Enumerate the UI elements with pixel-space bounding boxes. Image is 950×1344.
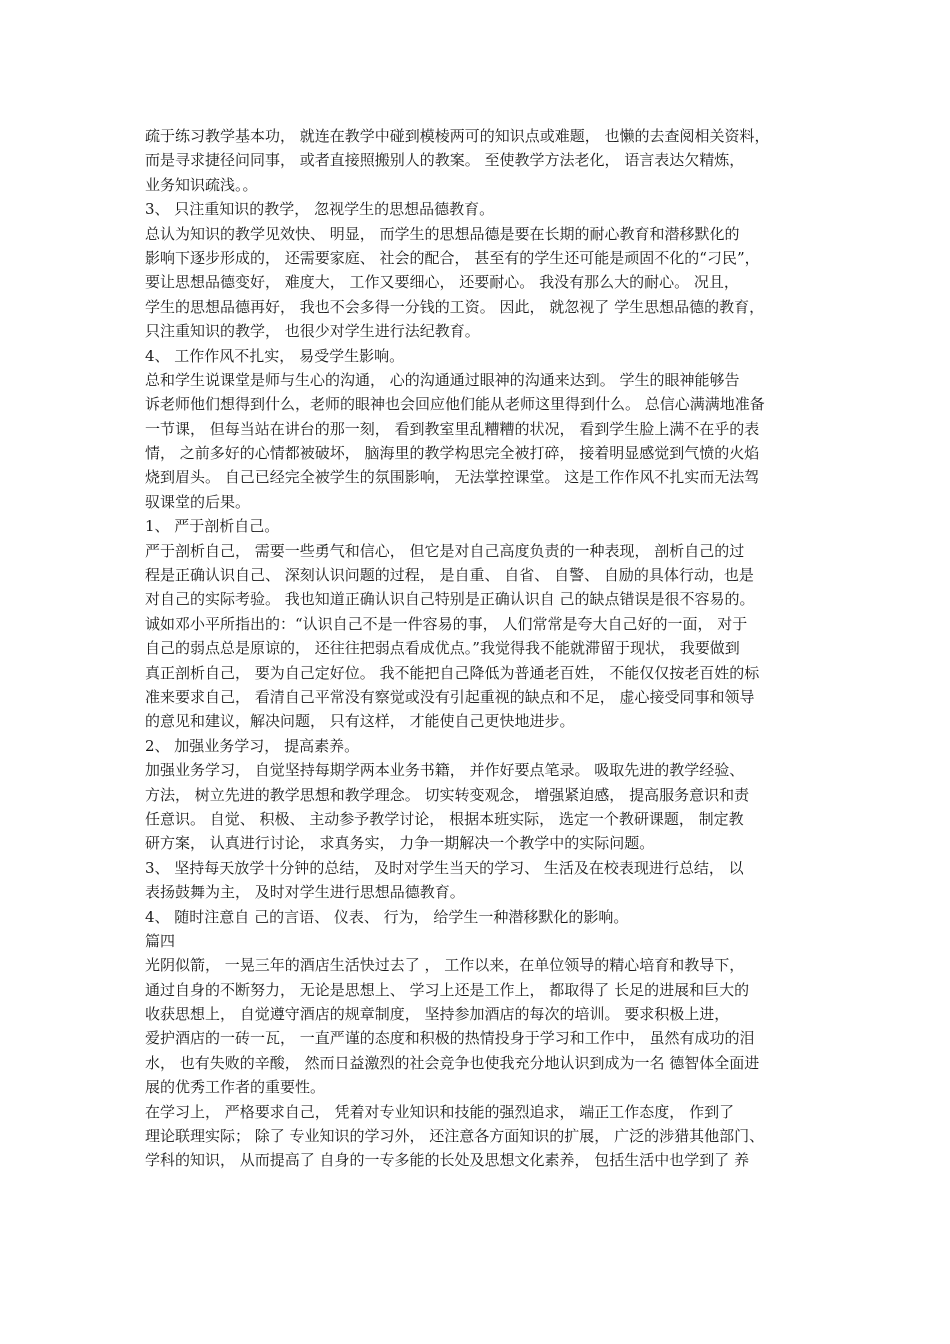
text-line: 的意见和建议，解决问题， 只有这样， 才能使自己更快地进步。 [145, 712, 575, 731]
text-line: 总和学生说课堂是师与生心的沟通， 心的沟通通过眼神的沟通来达到。 学生的眼神能够告 [145, 370, 740, 389]
text-line: 篇四 [145, 931, 176, 950]
text-line: 诚如邓小平所指出的：“认识自己不是一件容易的事， 人们常常是夸大自己好的一面， 对于 [145, 614, 748, 633]
text-line: 在学习上， 严格要求自己， 凭着对专业知识和技能的强烈追求， 端正工作态度， 作到了 [145, 1102, 735, 1121]
text-line: 爱护酒店的一砖一瓦， 一直严谨的态度和积极的热情投身于学习和工作中， 虽然有成功的泪 [145, 1029, 755, 1048]
text-line: 通过自身的不断努力， 无论是思想上、 学习上还是工作上， 都取得了 长足的进展和巨大的 [145, 980, 750, 999]
text-line: 水， 也有失败的辛酸， 然而日益激烈的社会竞争也使我充分地认识到成为一名 德智体全面进 [145, 1053, 760, 1072]
text-line: 3、 只注重知识的教学， 忽视学生的思想品德教育。 [145, 200, 495, 219]
text-line: 收获思想上， 自觉遵守酒店的规章制度， 坚持参加酒店的每次的培训。 要求积极上进， [145, 1005, 730, 1024]
text-line: 方法， 树立先进的教学思想和教学理念。 切实转变观念， 增强紧迫感， 提高服务意识和责 [145, 785, 750, 804]
text-line: 驭课堂的后果。 [145, 492, 251, 511]
text-line: 准来要求自己， 看清自己平常没有察觉或没有引起重视的缺点和不足， 虚心接受同事和领导 [145, 687, 755, 706]
text-line: 一节课， 但每当站在讲台的那一刻， 看到教室里乱糟糟的状况， 看到学生脸上满不在乎的表 [145, 419, 760, 438]
text-line: 对自己的实际考验。 我也知道正确认识自己特别是正确认识自 己的缺点错误是很不容易的。 [145, 590, 755, 609]
text-line: 诉老师他们想得到什么，老师的眼神也会回应他们能从老师这里得到什么。 总信心满满地准备 [145, 395, 765, 414]
document-body [145, 124, 815, 1173]
text-line: 程是正确认识自己、 深刻认识问题的过程， 是自重、 自省、 自警、 自励的具体行动，也是 [145, 566, 754, 585]
text-line: 表扬鼓舞为主， 及时对学生进行思想品德教育。 [145, 883, 465, 902]
text-line: 2、 加强业务学习， 提高素养。 [145, 736, 360, 755]
text-line: 1、 严于剖析自己。 [145, 517, 280, 536]
text-line: 业务知识疏浅。。 [145, 175, 258, 194]
text-line: 真正剖析自己， 要为自己定好位。 我不能把自己降低为普通老百姓， 不能仅仅按老百姓的标 [145, 663, 760, 682]
text-line: 只注重知识的教学， 也很少对学生进行法纪教育。 [145, 322, 480, 341]
text-line: 学科的知识， 从而提高了 自身的一专多能的长处及思想文化素养， 包括生活中也学到了 养 [145, 1151, 750, 1170]
text-line: 疏于练习教学基本功， 就连在教学中碰到模棱两可的知识点或难题， 也懒的去查阅相关资料， [145, 127, 770, 145]
text-line: 4、 工作作风不扎实， 易受学生影响。 [145, 346, 405, 365]
text-line: 总认为知识的教学见效快、 明显， 而学生的思想品德是要在长期的耐心教育和潜移默化的 [145, 224, 740, 243]
text-line: 要让思想品德变好， 难度大， 工作又要细心， 还要耐心。 我没有那么大的耐心。 况且， [145, 273, 739, 292]
text-line: 理论联理实际； 除了 专业知识的学习外， 还注意各方面知识的扩展， 广泛的涉猎其他部门、 [145, 1127, 765, 1146]
text-line: 情， 之前多好的心情都被破坏， 脑海里的教学构思完全被打碎， 接着明显感觉到气愤的火焰 [145, 444, 760, 463]
text-line: 研方案， 认真进行讨论， 求真务实， 力争一期解决一个教学中的实际问题。 [145, 834, 655, 853]
text-line: 加强业务学习， 自觉坚持每期学两本业务书籍， 并作好要点笔录。 吸取先进的教学经验、 [145, 761, 745, 780]
text-line: 而是寻求捷径问同事， 或者直接照搬别人的教案。 至使教学方法老化， 语言表达欠精炼， [145, 151, 745, 170]
text-line: 3、 坚持每天放学十分钟的总结， 及时对学生当天的学习、 生活及在校表现进行总结， 以 [145, 858, 744, 877]
text-line: 光阴似箭， 一晃三年的酒店生活快过去了 ， 工作以来，在单位领导的精心培育和教导下， [145, 956, 745, 975]
text-line: 学生的思想品德再好， 我也不会多得一分钱的工资。 因此， 就忽视了 学生思想品德的教育， [145, 297, 765, 316]
text-line: 展的优秀工作者的重要性。 [145, 1078, 326, 1097]
text-line: 4、 随时注意自 己的言语、 仪表、 行为， 给学生一种潜移默化的影响。 [145, 907, 629, 926]
text-line: 任意识。 自觉、 积极、 主动参予教学讨论， 根据本班实际， 选定一个教研课题， 制定教 [145, 809, 744, 828]
text-line: 影响下逐步形成的， 还需要家庭、 社会的配合， 甚至有的学生还可能是顽固不化的“刁民”， [145, 248, 760, 267]
text-line: 严于剖析自己， 需要一些勇气和信心， 但它是对自己高度负责的一种表现， 剖析自己的过 [145, 541, 745, 560]
text-line: 烧到眉头。 自己已经完全被学生的氛围影响， 无法掌控课堂。 这是工作作风不扎实而无法驾 [145, 468, 760, 487]
text-line: 自己的弱点总是原谅的， 还往往把弱点看成优点。”我觉得我不能就滞留于现状， 我要做到 [145, 639, 740, 658]
